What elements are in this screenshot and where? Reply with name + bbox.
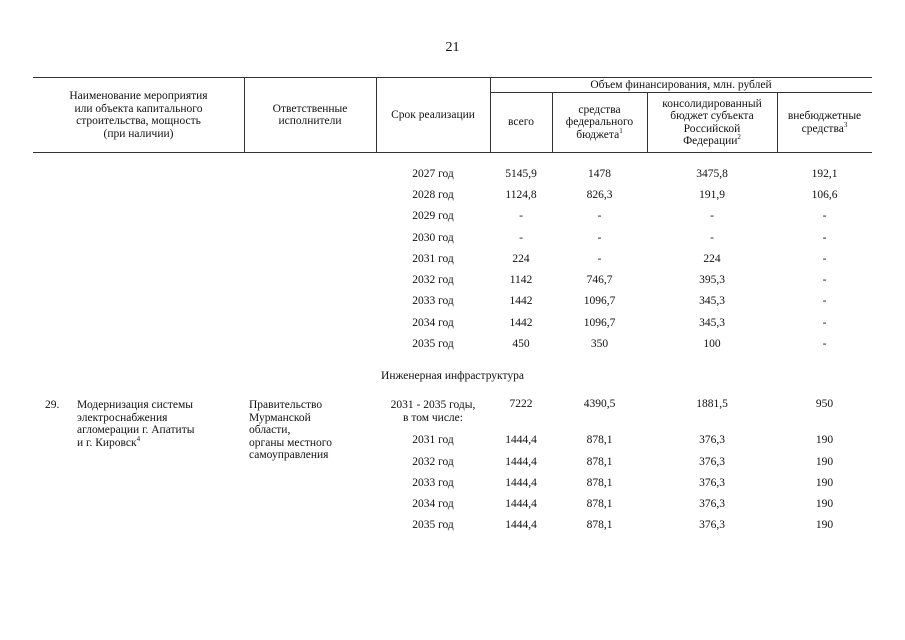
- header-period-text: Срок реализации: [391, 108, 475, 121]
- header-name-line: Наименование мероприятия: [69, 90, 208, 102]
- extrabudgetary-cell: -: [822, 232, 827, 244]
- header-financing-text: Объем финансирования, млн. рублей: [590, 78, 772, 91]
- total-cell: 1442: [509, 295, 533, 307]
- federal-cell: 878,1: [586, 477, 613, 489]
- total-cell: 1444,4: [505, 477, 537, 489]
- header-consolidated-line: Федерации: [683, 135, 738, 147]
- header-consolidated-line: Российской: [683, 122, 741, 135]
- year-cell: 2035 год: [412, 338, 454, 350]
- total-cell: -: [519, 232, 523, 244]
- total-cell: 7222: [509, 398, 533, 410]
- extrabudgetary-cell: -: [822, 210, 827, 222]
- header-federal: [552, 93, 647, 152]
- year-cell: 2034 год: [412, 498, 454, 510]
- extrabudgetary-cell: 106,6: [811, 189, 838, 201]
- header-total: [490, 93, 552, 152]
- item-responsible: [249, 399, 374, 462]
- item-name: [77, 399, 242, 449]
- header-consolidated-line: консолидированный: [662, 97, 762, 110]
- consolidated-cell: 345,3: [699, 317, 725, 329]
- item-responsible-line: Правительство: [249, 399, 323, 411]
- header-responsible: [244, 78, 376, 152]
- total-cell: 1444,4: [505, 498, 537, 510]
- extrabudgetary-cell: -: [822, 338, 827, 350]
- item-name-line: Модернизация системы: [77, 399, 193, 411]
- year-cell: 2034 год: [412, 317, 454, 329]
- header-responsible-line: исполнители: [278, 115, 342, 127]
- item-period: [376, 399, 490, 424]
- extrabudgetary-cell: 192,1: [811, 168, 838, 180]
- header-name-line: или объекта капитального: [74, 102, 203, 115]
- header-name-line: (при наличии): [103, 127, 174, 140]
- total-cell: 5145,9: [505, 168, 537, 180]
- federal-cell: 878,1: [586, 434, 613, 446]
- federal-cell: 878,1: [586, 519, 613, 531]
- page-number: 21: [445, 40, 460, 55]
- header-federal-line: федерального: [565, 116, 634, 129]
- footnote-ref: 1: [619, 126, 623, 135]
- item-name-line: агломерации г. Апатиты: [77, 424, 195, 436]
- federal-cell: 1096,7: [583, 295, 616, 307]
- federal-cell: -: [597, 232, 602, 244]
- consolidated-cell: 224: [703, 253, 721, 265]
- total-cell: 1142: [509, 274, 533, 286]
- federal-cell: 746,7: [586, 274, 613, 286]
- federal-cell: 878,1: [586, 498, 613, 510]
- header-name-line: строительства, мощность: [76, 115, 201, 127]
- extrabudgetary-cell: 190: [815, 477, 834, 489]
- year-cell: 2028 год: [412, 189, 454, 201]
- extrabudgetary-cell: -: [822, 253, 827, 265]
- item-responsible-line: Мурманской: [249, 411, 311, 424]
- header-extrabudgetary: [777, 93, 872, 152]
- item-responsible-line: органы местного: [249, 436, 332, 449]
- consolidated-cell: -: [710, 210, 714, 222]
- federal-cell: 878,1: [586, 456, 613, 468]
- total-cell: 1444,4: [505, 434, 537, 446]
- extrabudgetary-cell: 190: [815, 434, 834, 446]
- year-cell: 2027 год: [412, 168, 454, 180]
- total-cell: 1442: [509, 317, 533, 329]
- year-cell: 2032 год: [412, 456, 454, 468]
- header-responsible-line: Ответственные: [272, 102, 348, 115]
- item-name-line: электроснабжения: [77, 411, 168, 424]
- section-title: Инженерная инфраструктура: [381, 370, 524, 382]
- header-period: [376, 78, 490, 152]
- header-bottom-border: [33, 152, 872, 153]
- item-period-line: в том числе:: [403, 411, 463, 424]
- consolidated-cell: 100: [703, 338, 721, 350]
- item-number: 29.: [45, 399, 60, 411]
- consolidated-cell: 376,3: [699, 477, 725, 489]
- federal-cell: -: [597, 210, 602, 222]
- year-cell: 2033 год: [412, 477, 454, 489]
- year-cell: 2032 год: [412, 274, 454, 286]
- extrabudgetary-cell: -: [822, 274, 827, 286]
- total-cell: 1124,8: [505, 189, 537, 201]
- consolidated-cell: 3475,8: [696, 168, 728, 180]
- header-federal-line: бюджета: [576, 128, 620, 141]
- year-cell: 2031 год: [412, 253, 454, 265]
- consolidated-cell: 376,3: [699, 519, 725, 531]
- year-cell: 2035 год: [412, 519, 454, 531]
- extrabudgetary-cell: -: [822, 317, 827, 329]
- total-cell: 450: [512, 338, 530, 350]
- footnote-ref: 2: [737, 133, 741, 142]
- consolidated-cell: -: [710, 232, 714, 244]
- total-cell: 1444,4: [505, 519, 537, 531]
- extrabudgetary-cell: 190: [815, 498, 834, 510]
- item-responsible-line: области,: [249, 424, 291, 436]
- consolidated-cell: 376,3: [699, 498, 725, 510]
- federal-cell: 826,3: [586, 189, 613, 201]
- consolidated-cell: 191,9: [699, 189, 725, 201]
- year-cell: 2031 год: [412, 434, 454, 446]
- consolidated-cell: 345,3: [699, 295, 725, 307]
- total-cell: 1444,4: [505, 456, 537, 468]
- footnote-ref: 4: [136, 434, 141, 443]
- extrabudgetary-cell: 190: [815, 456, 834, 468]
- header-extrabudgetary-line: внебюджетные: [787, 110, 862, 122]
- year-cell: 2029 год: [412, 210, 454, 222]
- federal-cell: 1478: [588, 168, 611, 180]
- consolidated-cell: 1881,5: [696, 398, 728, 410]
- federal-cell: 1096,7: [583, 317, 616, 329]
- federal-cell: -: [597, 253, 602, 265]
- consolidated-cell: 395,3: [699, 274, 725, 286]
- item-responsible-line: самоуправления: [249, 449, 329, 461]
- header-consolidated: [647, 93, 777, 152]
- year-cell: 2030 год: [412, 232, 454, 244]
- extrabudgetary-cell: 190: [815, 519, 834, 531]
- header-federal-line: средства: [578, 103, 621, 116]
- extrabudgetary-cell: 950: [815, 398, 834, 410]
- header-financing: [490, 78, 872, 92]
- year-cell: 2033 год: [412, 295, 454, 307]
- header-consolidated-line: бюджет субъекта: [670, 110, 754, 122]
- consolidated-cell: 376,3: [699, 434, 725, 446]
- federal-cell: 4390,5: [583, 398, 616, 410]
- extrabudgetary-cell: -: [822, 295, 827, 307]
- header-total-text: всего: [508, 116, 534, 129]
- item-period-line: 2031 - 2035 годы,: [390, 399, 476, 411]
- footnote-ref: 3: [843, 120, 848, 129]
- header-extrabudgetary-line: средства: [801, 122, 844, 135]
- total-cell: -: [519, 210, 523, 222]
- header-name: [33, 78, 244, 152]
- total-cell: 224: [512, 253, 530, 265]
- item-name-line: и г. Кировск: [77, 436, 137, 449]
- federal-cell: 350: [590, 338, 609, 350]
- consolidated-cell: 376,3: [699, 456, 725, 468]
